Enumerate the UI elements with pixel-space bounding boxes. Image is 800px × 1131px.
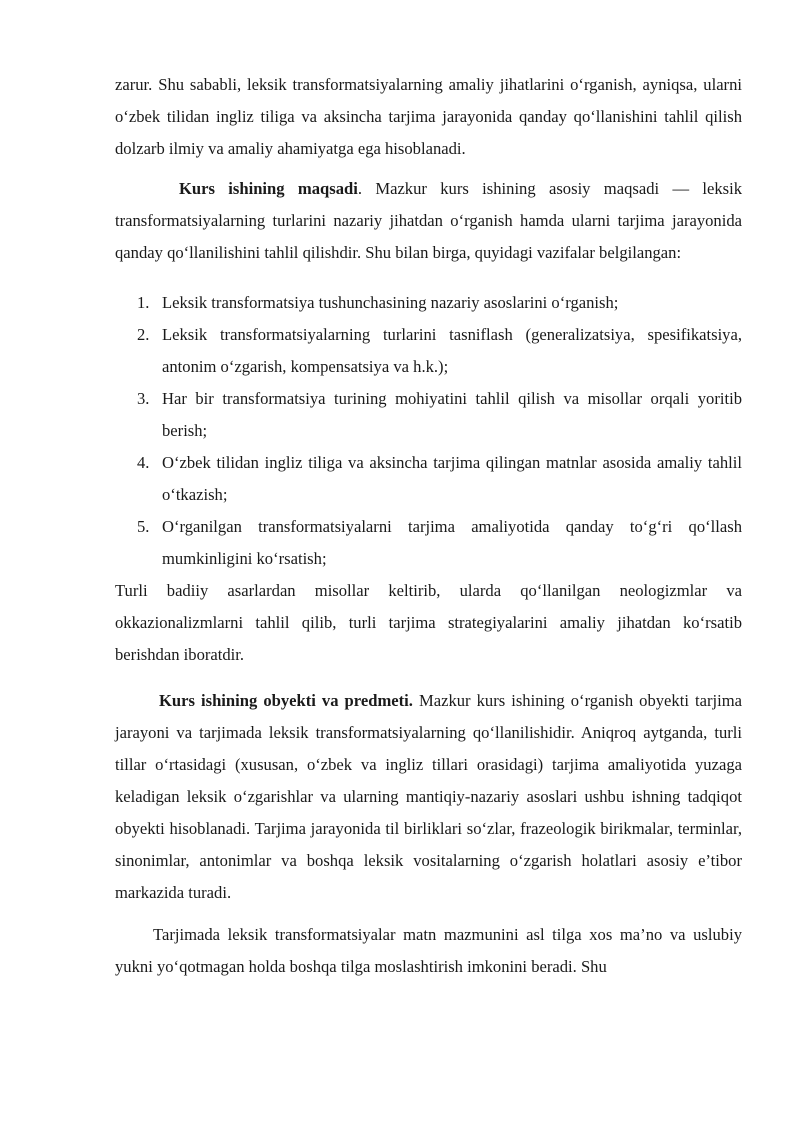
object-paragraph (115, 685, 742, 909)
list-item (115, 383, 742, 447)
aim-text: . Mazkur kurs ishining asosiy maqsadi — leksik transformatsiyalarning turlarini nazariy jihatdan o‘rganish hamda ularni tarjima jarayonida qanday qo‘llanilishini tahlil qilishdir. Shu bilan birga, quyidagi vazifalar belgilangan: (115, 179, 743, 262)
page-body (115, 69, 742, 983)
list-item (115, 447, 742, 511)
list-item-text: Har bir transformatsiya turining mohiyatini tahlil qilish va misollar orqali yoritib berish; (162, 389, 742, 440)
list-item-text: O‘rganilgan transformatsiyalarni tarjima amaliyotida qanday to‘g‘ri qo‘llash mumkinligini ko‘rsatish; (162, 517, 742, 568)
list-item (115, 287, 742, 319)
list-item-text: Leksik transformatsiya tushunchasining nazariy asoslarini o‘rganish; (162, 293, 619, 312)
tasks-list (115, 287, 742, 575)
list-item (115, 319, 742, 383)
list-item-number: 5. (137, 517, 150, 536)
after-list-paragraph: Turli badiiy asarlardan misollar keltirib, ularda qo‘llanilgan neologizmlar va okkazionalizmlarni tahlil qilib, turli tarjima strategiyalarini amaliy jihatdan ko‘rsatib berishdan iboratdir. (115, 581, 742, 664)
object-text: Mazkur kurs ishining o‘rganish obyekti tarjima jarayoni va tarjimada leksik transformatsiyalarning qo‘llanilishidir. Aniqroq aytganda, turli tillar o‘rtasidagi (xususan, o‘zbek va ingliz tillari orasidagi) tarjima amaliyotida yuzaga keladigan leksik o‘zgarishlar va ularning mantiqiy-nazariy asoslari ushbu ishning tadqiqot obyekti hisoblanadi. Tarjima jarayonida til birliklari so‘zlar, frazeologik birikmalar, terminlar, sinonimlar, antonimlar va boshqa leksik vositalarning o‘zgarish holatlari asosiy e’tibor markazida turadi. (115, 691, 742, 902)
list-item-number: 4. (137, 453, 150, 472)
list-item-text: O‘zbek tilidan ingliz tiliga va aksincha tarjima qilingan matnlar asosida amaliy tahlil o‘tkazish; (162, 453, 742, 504)
list-item-text: Leksik transformatsiyalarning turlarini tasniflash (generalizatsiya, spesifikatsiya, antonim o‘zgarish, kompensatsiya va h.k.); (162, 325, 742, 376)
closing-paragraph: Tarjimada leksik transformatsiyalar matn mazmunini asl tilga xos ma’no va uslubiy yukni yo‘qotmagan holda boshqa tilga moslashtirish imkonini beradi. Shu (115, 925, 742, 976)
aim-paragraph (115, 173, 742, 269)
list-item-number: 3. (137, 389, 150, 408)
object-heading: Kurs ishining obyekti va predmeti. (159, 691, 413, 710)
list-item (115, 511, 742, 575)
intro-paragraph: zarur. Shu sababli, leksik transformatsiyalarning amaliy jihatlarini o‘rganish, ayniqsa, ularni o‘zbek tilidan ingliz tiliga va aksincha tarjima jarayonida qanday qo‘llanishini tahlil qilish dolzarb ilmiy va amaliy ahamiyatga ega hisoblanadi. (115, 75, 742, 158)
list-item-number: 1. (137, 293, 150, 312)
list-item-number: 2. (137, 325, 150, 344)
aim-heading: Kurs ishining maqsadi (179, 179, 358, 198)
